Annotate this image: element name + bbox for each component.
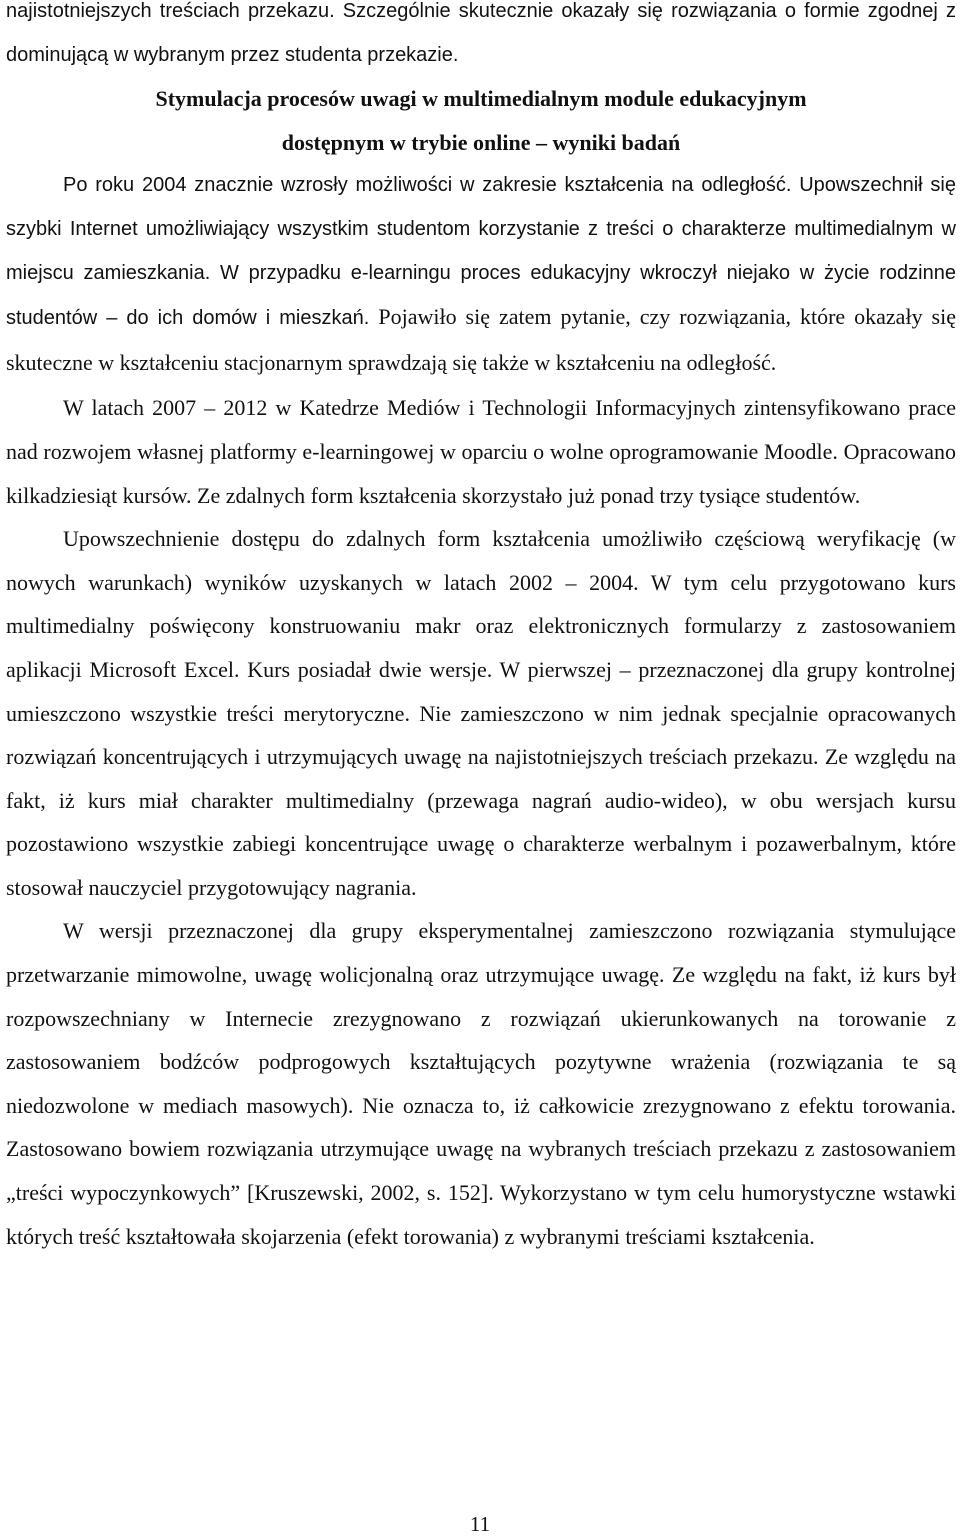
paragraph-4-sentences-c: Nie oznacza to, iż całkowicie zrezygnowano z efektu torowania. Zastosowano bowiem rozwiązania utrzymujące uwagę na wybranych treściach przekazu z zastosowaniem „treści wypoczynkowych” [Kruszewski, 2002, s. 152]. Wykorzystano w tym celu humorystyczne wstawki których treść kształtowała skojarzenia (efekt torowania) z wybranymi treściami kształcenia. [6,1092,956,1249]
paragraph-4 [6,909,956,1258]
page-number: 11 [469,1512,491,1536]
paragraph-1 [6,164,956,386]
paragraph-3-sentences-a: Upowszechnienie dostępu do zdalnych form kształcenia umożliwiło częściową weryfikację (w nowych warunkach) wyników uzyskanych w latach 2002 – 2004. [6,526,956,595]
paragraph-1-sentences-b: Pojawiło się zatem pytanie, czy rozwiązania, które okazały się skuteczne w kształceniu stacjonarnym sprawdzają się także w kształceniu na odległość. [6,304,956,375]
section-heading-line-1: Stymulacja procesów uwagi w multimedialnym module edukacyjnym [155,86,807,112]
section-heading [6,77,956,164]
continuation-paragraph: najistotniejszych treściach przekazu. Szczególnie skutecznie okazały się rozwiązania o formie zgodnej z dominującą w wybranym przez studenta przekazie. [6,0,956,66]
section-heading-line-2: dostępnym w trybie online – wyniki badań [281,129,681,155]
document-page [6,0,956,1258]
paragraph-4-sentences-a: W wersji przeznaczonej dla grupy eksperymentalnej zamieszczono rozwiązania stymulujące przetwarzanie mimowolne, uwagę wolicjonalną oraz utrzymujące uwagę. [6,918,956,988]
paragraph-4-sentences-b: Ze względu na fakt, iż kurs był rozpowszechniany w Internecie zrezygnowano z rozwiązań ukierunkowanych na torowanie z zastosowaniem bodźców podprogowych kształtujących pozytywne wrażenia (rozwiązania te są niedozwolone w mediach masowych). [6,962,957,1118]
paragraph-3-sentences-b: W tym celu przygotowano kurs multimedialny poświęcony konstruowaniu makr oraz elektronicznych formularzy z zastosowaniem aplikacji Microsoft Excel. Kurs posiadał dwie wersje. W pierwszej – przeznaczonej dla grupy kontrolnej umieszczono wszystkie treści merytoryczne. Nie zamieszczono w nim jednak specjalnie opracowanych rozwiązań koncentrujących i utrzymujących uwagę na najistotniejszych treściach przekazu. [6,569,956,770]
paragraph-1-sentences-a: Po roku 2004 znacznie wzrosły możliwości w zakresie kształcenia na odległość. Upowszechnił się szybki Internet umożliwiający wszystkim studentom korzystanie z treści o charakterze multimedialnym w miejscu zamieszkania. W przypadku e-learningu proces edukacyjny wkroczył niejako w życie rodzinne studentów – do ich domów i mieszkań. [6,174,956,330]
paragraph-2: W latach 2007 – 2012 w Katedrze Mediów i Technologii Informacyjnych zintensyfikowano prace nad rozwojem własnej platformy e-learningowej w oparciu o wolne oprogramowanie Moodle. Opracowano kilkadziesiąt kursów. Ze zdalnych form kształcenia skorzystało już ponad trzy tysiące studentów. [6,395,956,508]
paragraph-3-sentences-c: Ze względu na fakt, iż kurs miał charakter multimedialny (przewaga nagrań audio-wideo), w obu wersjach kursu pozostawiono wszystkie zabiegi koncentrujące uwagę o charakterze werbalnym i pozawerbalnym, które stosował nauczyciel przygotowujący nagrania. [6,744,957,900]
paragraph-3 [6,517,956,909]
